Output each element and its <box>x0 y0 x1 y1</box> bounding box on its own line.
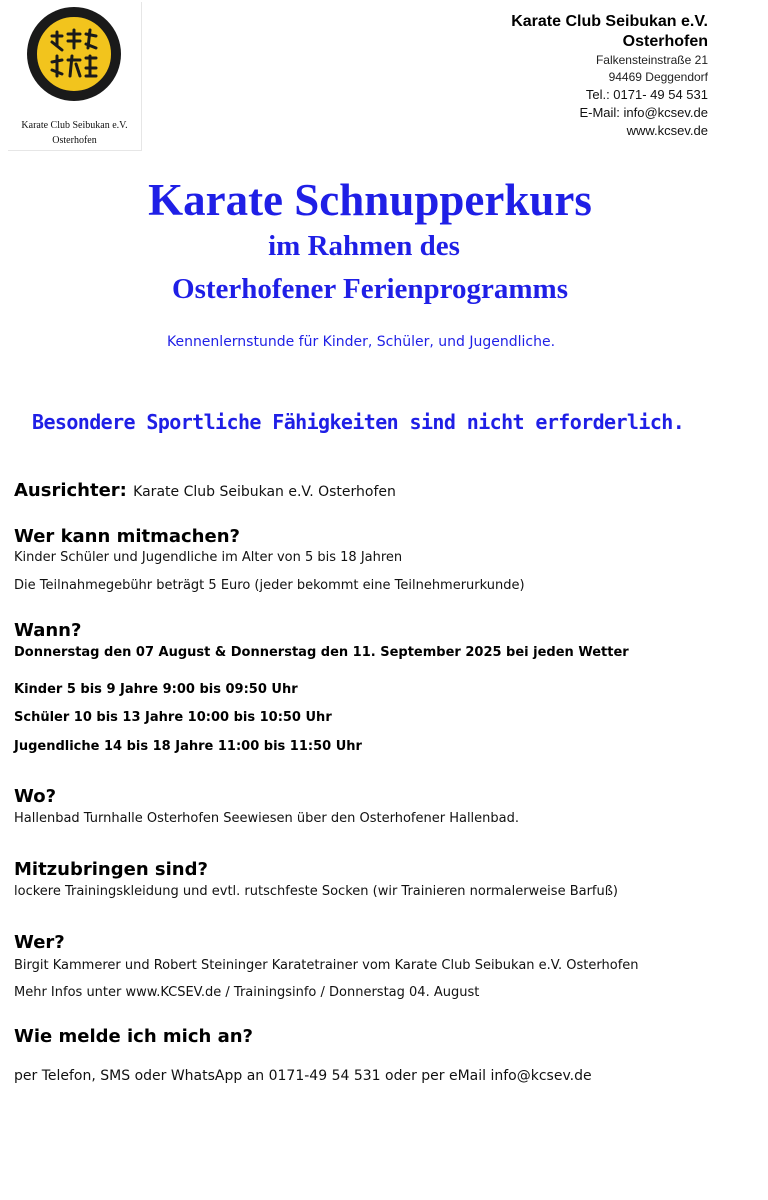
who-heading: Wer kann mitmachen? <box>14 526 240 547</box>
slot-jugendliche: Jugendliche 14 bis 18 Jahre 11:00 bis 11:50 Uhr <box>14 739 362 754</box>
where-text: Hallenbad Turnhalle Osterhofen Seewiesen über den Osterhofener Hallenbad. <box>14 811 520 826</box>
dates-text: Donnerstag den 07 August & Donnerstag den 11. September 2025 bei jeden Wetter <box>14 645 629 660</box>
club-website[interactable]: www.kcsev.de <box>626 123 708 138</box>
bring-text: lockere Trainingskleidung und evtl. rutschfeste Socken (wir Trainieren normalerweise Barfuß) <box>14 884 618 899</box>
page-title: Karate Schnupperkurs <box>148 175 592 225</box>
more-info-text: Mehr Infos unter www.KCSEV.de / Trainingsinfo / Donnerstag 04. August <box>14 985 480 1000</box>
requirement-note: Besondere Sportliche Fähigkeiten sind nicht erforderlich. <box>32 410 685 434</box>
when-heading: Wann? <box>14 620 82 641</box>
club-emblem-icon <box>26 6 122 102</box>
where-heading: Wo? <box>14 786 57 807</box>
slot-schueler: Schüler 10 bis 13 Jahre 10:00 bis 10:50 Uhr <box>14 710 332 725</box>
club-phone: Tel.: 0171- 49 54 531 <box>585 87 708 102</box>
club-town: Osterhofen <box>622 33 708 50</box>
trainers-text: Birgit Kammerer und Robert Steininger Karatetrainer vom Karate Club Seibukan e.V. Osterhofen <box>14 958 639 973</box>
organizer-label: Ausrichter: <box>14 480 127 501</box>
page-subtitle-2: Osterhofener Ferienprogramms <box>172 273 568 305</box>
intro-text: Kennenlernstunde für Kinder, Schüler, und Jugendliche. <box>166 334 556 350</box>
logo-caption-name: Karate Club Seibukan e.V. <box>21 120 128 131</box>
signup-text: per Telefon, SMS oder WhatsApp an 0171-49 54 531 oder per eMail info@kcsev.de <box>14 1068 592 1084</box>
club-email[interactable]: E-Mail: info@kcsev.de <box>579 105 708 120</box>
organizer-line <box>14 480 396 501</box>
who-age-text: Kinder Schüler und Jugendliche im Alter von 5 bis 18 Jahren <box>14 550 403 565</box>
club-city: 94469 Deggendorf <box>608 70 708 84</box>
logo-caption-town: Osterhofen <box>52 135 97 146</box>
page-subtitle-1: im Rahmen des <box>268 230 460 262</box>
signup-heading: Wie melde ich mich an? <box>14 1026 253 1047</box>
club-logo <box>8 2 142 151</box>
club-name: Karate Club Seibukan e.V. <box>511 13 708 30</box>
fee-text: Die Teilnahmegebühr beträgt 5 Euro (jeder bekommt eine Teilnehmerurkunde) <box>14 578 525 593</box>
trainers-heading: Wer? <box>14 932 65 953</box>
organizer-value: Karate Club Seibukan e.V. Osterhofen <box>133 484 396 500</box>
bring-heading: Mitzubringen sind? <box>14 859 208 880</box>
club-address-block <box>511 12 708 140</box>
slot-kinder: Kinder 5 bis 9 Jahre 9:00 bis 09:50 Uhr <box>14 682 298 697</box>
club-street: Falkensteinstraße 21 <box>595 53 708 67</box>
